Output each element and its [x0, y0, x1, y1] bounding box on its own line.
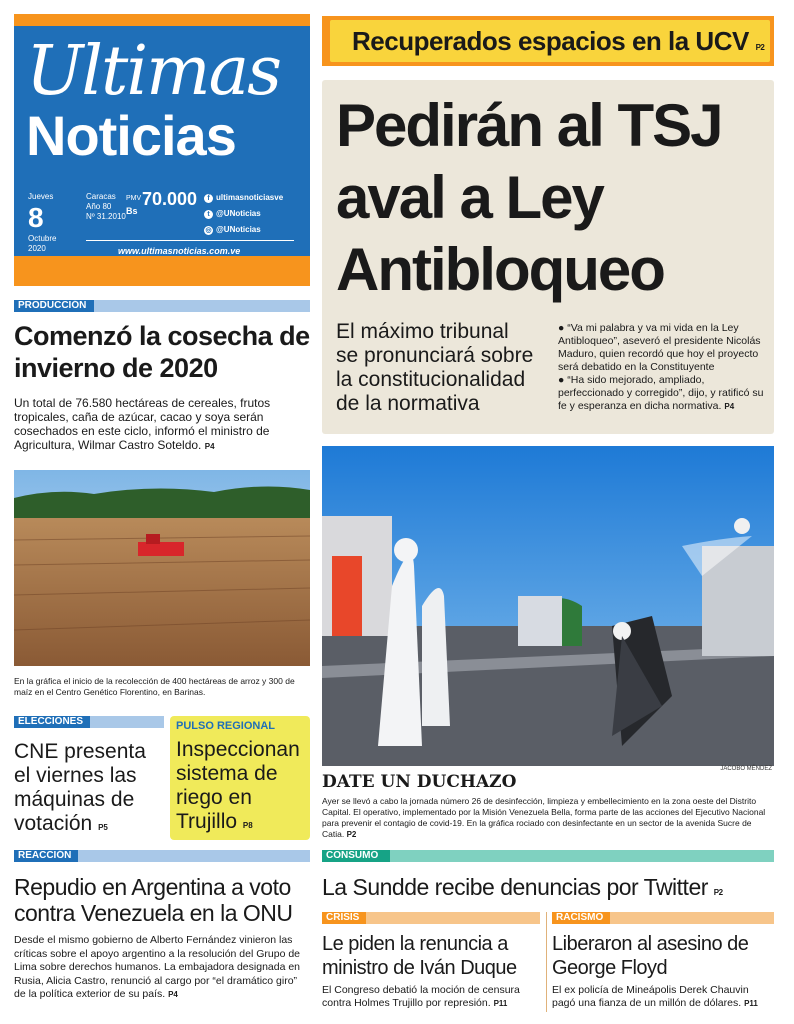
disinfection-photo-svg	[322, 446, 774, 766]
section-label: PULSO REGIONAL	[176, 720, 276, 732]
issue-city: Caracas	[86, 192, 116, 201]
main-bullets	[558, 322, 772, 413]
section-label: CONSUMO	[322, 850, 390, 862]
section-bar-produccion	[14, 300, 310, 312]
section-bar-consumo	[322, 850, 774, 862]
instagram-icon: ◎	[205, 227, 212, 234]
section-bar-reaccion	[14, 850, 310, 862]
main-headline	[336, 90, 766, 306]
issue-number: Nº 31.2010	[86, 212, 126, 221]
reaccion-body: Desde el mismo gobierno de Alberto Fernández vinieron las críticas sobre el apoyo argentino a la resolución del Grupo de Lima sobre derechos humanos. La embajadora designada en Rusia, Alicia Castro, renunció al cargo por “el dramático giro” de la política exterior de su país. P4	[14, 934, 301, 1000]
section-label: CRISIS	[322, 912, 366, 924]
price-label: PMV	[126, 195, 142, 202]
consumo-headline[interactable]: La Sundde recibe denuncias por Twitter P2	[322, 874, 723, 900]
social-facebook[interactable]: ultimasnoticiasve	[216, 193, 284, 202]
racismo-headline[interactable]: Liberaron al asesino de George Floyd	[552, 933, 749, 979]
section-label: RACISMO	[552, 912, 610, 924]
social-twitter[interactable]: @UNoticias	[216, 209, 261, 218]
logo-noticias: Noticias	[26, 104, 236, 167]
racismo-body: El ex policía de Mineápolis Derek Chauvin pagó una fianza de un millón de dólares. P11	[552, 984, 758, 1009]
facebook-icon: f	[204, 194, 213, 203]
issue-day: Jueves	[28, 192, 54, 201]
harvest-photo-svg	[14, 470, 310, 666]
produccion-body: Un total de 76.580 hectáreas de cereales, frutos tropicales, caña de azúcar, cacao y soya serán cosechados en este ciclo, informó el ministro de Agricultura, Wilmar Castro Soteldo. P4	[14, 396, 271, 452]
photo-credit: JACOBO MÉNDEZ	[720, 766, 772, 772]
section-bar-racismo	[552, 912, 774, 924]
pulso-regional-box[interactable]	[170, 716, 310, 840]
main-story[interactable]	[322, 80, 774, 434]
social-instagram[interactable]: @UNoticias	[216, 225, 261, 234]
reaccion-headline[interactable]: Repudio en Argentina a voto contra Venezuela en la ONU	[14, 874, 293, 926]
main-deck: El máximo tribunal se pronunciará sobre la constitucionalidad de la normativa	[336, 320, 534, 415]
masthead	[14, 14, 310, 286]
bullet-item: ● “Ha sido mejorado, ampliado, perfeccionado y corregido”, dijo, y ratificó su fe y esperanza en dicha normativa. P4	[558, 374, 764, 412]
main-headline-line: Pedirán al TSJ	[336, 92, 722, 159]
section-bar-crisis	[322, 912, 540, 924]
logo-ultimas: Ultimas	[26, 32, 281, 111]
crisis-headline[interactable]: Le piden la renuncia a ministro de Iván Duque	[322, 933, 517, 979]
price-currency: Bs	[126, 206, 138, 216]
column-divider	[546, 912, 547, 1012]
masthead-logo-panel	[14, 26, 310, 256]
website-link[interactable]: www.ultimasnoticias.com.ve	[118, 246, 241, 256]
issue-year: 2020	[28, 244, 46, 253]
price-value: 70.000	[142, 189, 198, 209]
section-bar-elecciones	[14, 716, 164, 728]
crisis-body: El Congreso debatió la moción de censura contra Holmes Trujillo por represión. P11	[322, 984, 520, 1009]
disinfection-photo	[322, 446, 774, 766]
main-headline-line: aval a Ley	[336, 164, 603, 231]
harvest-photo	[14, 470, 310, 666]
top-banner-box[interactable]	[330, 20, 770, 62]
main-headline-line: Antibloqueo	[336, 236, 664, 303]
bullet-item: ● “Va mi palabra y va mi vida en la Ley Antibloqueo”, aseveró el presidente Nicolás Maduro, quien recordó que hoy el proyecto será debatido en la Constituyente	[558, 322, 761, 373]
elecciones-headline[interactable]: CNE presenta el viernes las máquinas de votación P5	[14, 740, 146, 835]
issue-month: Octubre	[28, 234, 57, 243]
harvest-caption: En la gráfica el inicio de la recolección de 400 hectáreas de arroz y 300 de maíz en el Centro Genético Florentino, en Barinas.	[14, 676, 295, 697]
section-label: REACCIÓN	[14, 850, 78, 862]
photo-headline[interactable]: DATE UN DUCHAZO	[322, 772, 517, 792]
photo-body: Ayer se llevó a cabo la jornada número 26 de desinfección, limpieza y embellecimiento en la zona oeste del Distrito Capital. El operativo, implementado por la Misión Venezuela Bella, forma parte de las acciones del Ejecutivo Nacional para prevenir el contagio de covid-19. En la gráfica rociado con desinfectante en un sector de la avenida Sucre de Catia. P2	[322, 796, 766, 839]
page-ref: P2	[755, 43, 765, 52]
top-banner-headline: Recuperados espacios en la UCV P2	[352, 26, 765, 56]
issue-volume: Año 80	[86, 202, 112, 211]
top-banner	[322, 16, 774, 66]
twitter-icon: t	[204, 210, 213, 219]
produccion-headline[interactable]: Comenzó la cosecha de invierno de 2020	[14, 321, 310, 383]
masthead-divider	[86, 240, 294, 241]
section-label: PRODUCCIÓN	[14, 300, 94, 312]
issue-date: 8	[28, 202, 44, 233]
section-label: ELECCIONES	[14, 716, 90, 728]
pulso-headline: Inspeccionan sistema de riego en Trujillo P8	[176, 738, 300, 833]
